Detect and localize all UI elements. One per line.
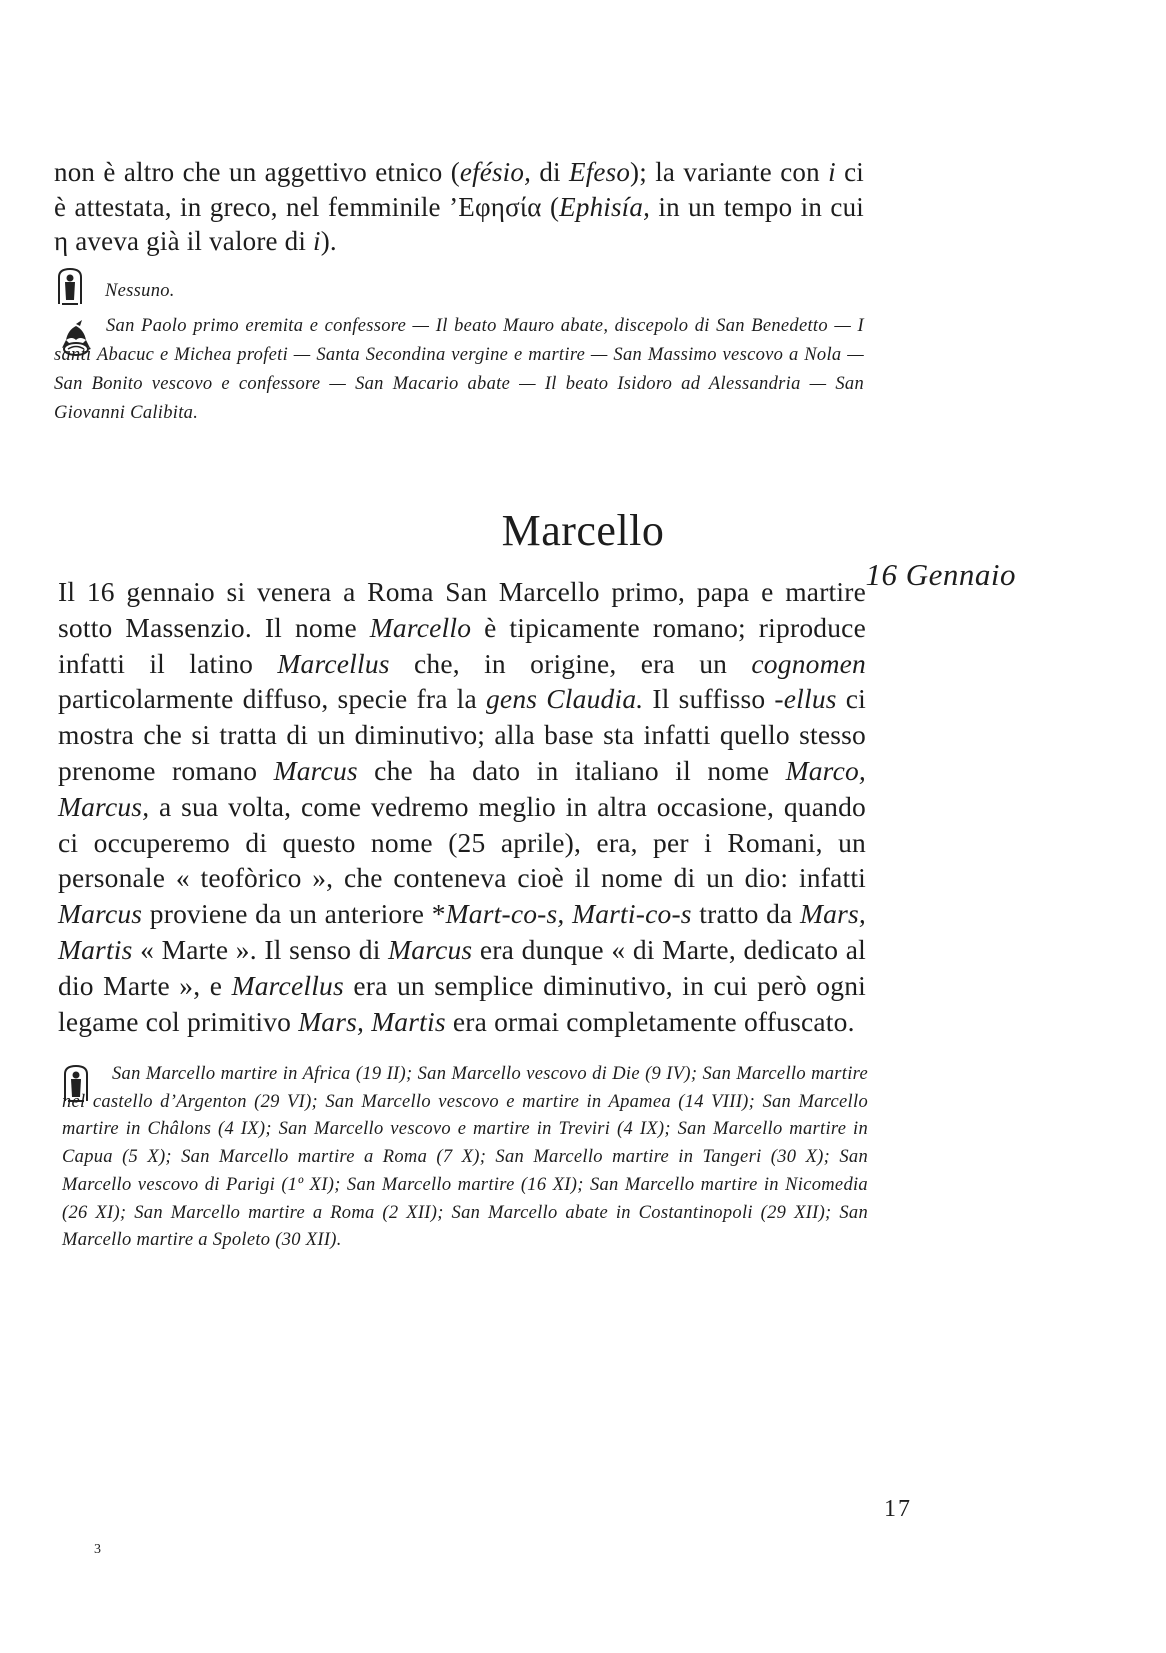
saints-list-1: San Paolo primo eremita e confessore — Il beato Mauro abate, discepolo di San Benedetto — I santi Abacuc e Michea profeti — Santa Secondina vergine e martire — San Massimo vescovo a Nola — San Bonito vescovo e confessore — San Macario abate — Il beato Isidoro ad Alessandria — San Giovanni Calibita. [54, 316, 864, 423]
intro-paragraph-block [54, 155, 864, 259]
signature-mark: 3 [94, 1542, 101, 1557]
saints-list-2: San Marcello martire in Africa (19 II); San Marcello vescovo di Die (9 IV); San Marcello martire nel castello d’Argenton (29 VI); San Marcello vescovo e martire in Apamea (14 VIII); San Marcello martire in Châlons (4 IX); San Marcello vescovo e martire in Treviri (4 IX); San Marcello martire in Capua (5 X); San Marcello martire a Roma (7 X); San Marcello martire in Tangeri (30 X); San Marcello vescovo di Parigi (1º XI); San Marcello martire (16 XI); San Marcello martire in Nicomedia (26 XI); San Marcello martire a Roma (2 XII); San Marcello abate in Costantinopoli (29 XII); San Marcello martire a Spoleto (30 XII). [62, 1064, 868, 1251]
page-number: 17 [884, 1496, 912, 1522]
entry-title: Marcello [501, 506, 665, 555]
saint-figure-icon [56, 267, 84, 305]
entry-date: 16 Gennaio [865, 557, 1016, 592]
main-paragraph-block [58, 574, 866, 1039]
intro-paragraph: non è altro che un aggettivo etnico (efésio, di Efeso); la variante con i ci è attestata, in greco, nel femminile ’Εφησία (Ephisía, in un tempo in cui η aveva già il valore di i). [54, 157, 864, 256]
main-paragraph: Il 16 gennaio si venera a Roma San Marcello primo, papa e martire sotto Massenzio. Il nome Marcello è tipicamente romano; riproduce infatti il latino Marcellus che, in origine, era un cognomen particolarmente diffuso, specie fra la gens Claudia. Il suffisso -ellus ci mostra che si tratta di un diminutivo; alla base sta infatti quello stesso prenome romano Marcus che ha dato in italiano il nome Marco, Marcus, a sua volta, come vedremo meglio in altra occasione, quando ci occuperemo di questo nome (25 aprile), era, per i Romani, un personale « teofòrico », che conteneva cioè il nome di un dio: infatti Marcus proviene da un anteriore *Mart-co-s, Marti-co-s tratto da Mars, Martis « Marte ». Il senso di Marcus era dunque « di Marte, dedicato al dio Marte », e Marcellus era un semplice diminutivo, in cui però ogni legame col primitivo Mars, Martis era ormai completamente offuscato. [58, 576, 867, 1037]
saints-none-text: Nessuno. [105, 281, 175, 301]
